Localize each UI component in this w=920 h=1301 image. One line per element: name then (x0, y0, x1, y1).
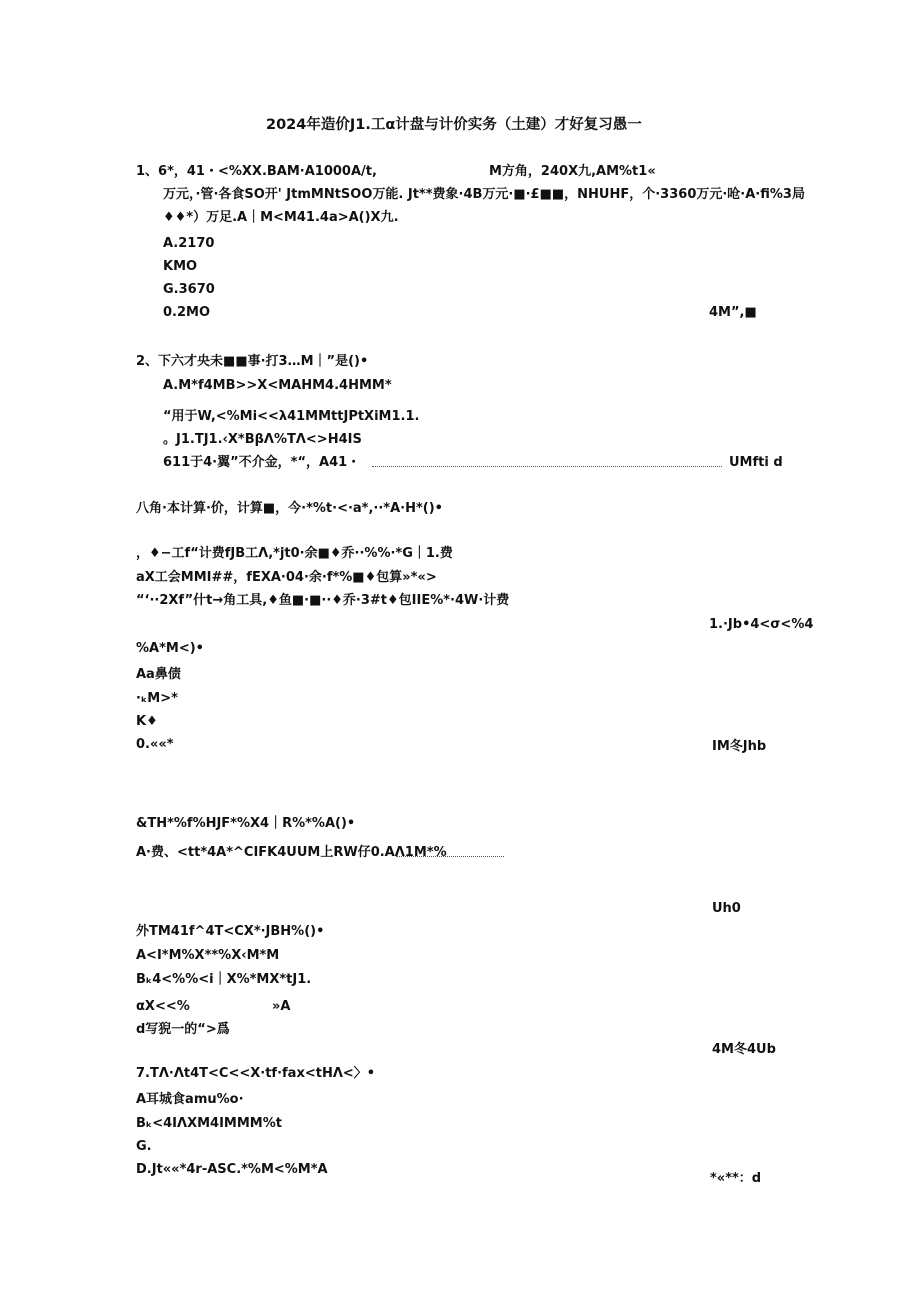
q5-option-a: A<I*M%X**%X‹M*M (136, 948, 280, 963)
q3-answer: IM冬Jhb (712, 739, 767, 754)
q2-stem: 2、下六才央未■■事·打3…M｜”是()• (136, 354, 369, 369)
q1-stem-line-3: ♦♦*）万足.A｜M<M41.4a>A()X九. (163, 210, 399, 225)
q5-option-c: αX<<% (136, 999, 190, 1014)
q3-stem-line-6: %A*M<)• (136, 641, 204, 656)
q3-stem-line-5-right: 1.·Jb•4<σ<%4 (709, 617, 814, 632)
q1-option-d: 0.2MO (163, 305, 211, 320)
q5-option-b: Bₖ4<%%<i｜X%*MX*tJ1. (136, 972, 312, 987)
q3-option-c: K♦ (136, 714, 158, 729)
q3-stem-line-3: aX工会MMI##，fEXA·04·余·f*%■♦包算»*«> (136, 570, 437, 585)
q2-option-d: 611于4·翼”不介金，*“，A41・ (163, 455, 361, 470)
q5-option-d: d写猊一的“>爲 (136, 1022, 230, 1037)
q4-dotted-leader (396, 856, 504, 857)
q3-stem-line-4: “‘··2Xf”什t→角工具,♦鱼■·■··♦乔·3#t♦包IIE%*·4W·计费 (136, 593, 510, 608)
q3-option-b: ·ₖM>* (136, 691, 178, 706)
q1-stem-line-1-right: M方角，240X九,AM%t1« (489, 164, 656, 179)
q1-option-b: KMO (163, 259, 198, 274)
q1-stem-line-1: 1、6*，41・<%XX.BAM·A1000A/t, (136, 164, 377, 179)
q6-stem: 7.TΛ·Λt4T<C<<X·tf·fax<tHΛ<〉• (136, 1066, 376, 1081)
q3-option-a: Aa鼻债 (136, 667, 181, 682)
q5-stem: 外TM41f^4T<CX*·JBH%()• (136, 924, 325, 939)
q2-dotted-leader (372, 466, 722, 467)
q1-option-a: A.2170 (163, 236, 215, 251)
q3-stem-line-1: 八角·本计算·价，计算■，今·*%t·<·a*,··*A·H*()• (136, 501, 443, 516)
q6-option-a: A耳城食amu%o· (136, 1092, 244, 1107)
q2-option-b: “用于W,<%Mi<<λ41MMttJPtXiM1.1. (163, 409, 420, 424)
q1-option-c: G.3670 (163, 282, 215, 297)
q6-option-b: Bₖ<4IΛXM4IMMM%t (136, 1116, 282, 1131)
q3-stem-line-2: ，♦−工f“计费fJB工Λ,*jt0·余■♦乔··%%·*G｜1.费 (136, 546, 453, 561)
q5-answer: 4M冬4Ub (712, 1042, 776, 1057)
page-title: 2024年造价J1.工α计盘与计价实务（土建）才好复习愚一 (266, 117, 642, 133)
q4-answer: Uh0 (712, 901, 741, 916)
q3-option-d: 0.««* (136, 737, 174, 752)
q5-option-c-right: »A (272, 999, 291, 1014)
q6-answer: *«**：d (710, 1171, 762, 1186)
q2-option-a: A.M*f4MB>>X<MAHM4.4HMM* (163, 378, 392, 393)
q6-option-c: G. (136, 1139, 152, 1154)
q1-answer: 4M”,■ (709, 305, 757, 320)
q4-stem: &TH*%f%HJF*%X4｜R%*%A()• (136, 816, 356, 831)
q4-option-a: A·费、<tt*4A*^CIFK4UUM上RW仔0.AΛ1M*% (136, 845, 447, 860)
q2-answer: UMfti d (729, 455, 783, 470)
q1-stem-line-2: 万元，·管·各食SO开' JtmMNtSOO万能. Jt**费象·4B万元·■·£■■，NHUHF，个·3360万元·呛·A·fi%3局 (163, 187, 805, 202)
q6-option-d: D.Jt««*4r-ASC.*%M<%M*A (136, 1162, 328, 1177)
q2-option-c: 。J1.TJ1.‹X*BβΛ%TΛ<>H4IS (163, 432, 362, 447)
